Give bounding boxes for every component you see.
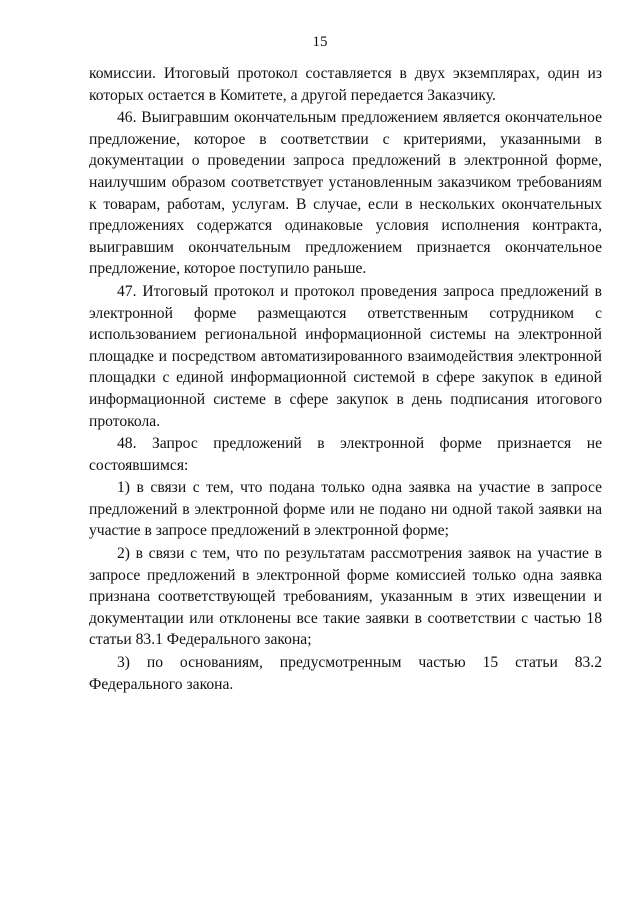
- paragraph-48: 48. Запрос предложений в электронной форме признается не состоявшимся:: [89, 435, 602, 474]
- page-number: 15: [312, 34, 328, 50]
- list-item-3: 3) по основаниям, предусмотренным частью 15 статьи 83.2 Федерального закона.: [89, 654, 602, 693]
- list-item-1: 1) в связи с тем, что подана только одна заявка на участие в запросе предложений в электронной форме или не подано ни одной такой заявки на участие в запросе предложений в электронной форме;: [89, 479, 602, 540]
- list-item-2: 2) в связи с тем, что по результатам рассмотрения заявок на участие в запросе предложений в электронной форме комиссией только одна заявка признана соответствующей требованиям, указанным в этих извещении и документации или отклонены все такие заявки в соответствии с частью 18 статьи 83.1 Федерального закона;: [89, 545, 602, 649]
- paragraph-46: 46. Выигравшим окончательным предложением является окончательное предложение, которое в соответствии с критериями, указанными в документации о проведении запроса предложений в электронной форме, наилучшим образом соответствует установленным заказчиком требованиям к товарам, работам, услугам. В случае, если в нескольких окончательных предложениях содержатся одинаковые условия исполнения контракта, выигравшим окончательным предложением признается окончательное предложение, которое поступило раньше.: [89, 109, 602, 278]
- paragraph-continuation: комиссии. Итоговый протокол составляется в двух экземплярах, один из которых остается в Комитете, а другой передается Заказчику.: [89, 65, 602, 104]
- paragraph-47: 47. Итоговый протокол и протокол проведения запроса предложений в электронной форме размещаются ответственным сотрудником с использованием региональной информационной системы на электронной площадке и посредством автоматизированного взаимодействия электронной площадки с единой информационной системой в сфере закупок в единой информационной системе в сфере закупок в день подписания итогового протокола.: [89, 282, 602, 430]
- document-body: [89, 63, 602, 695]
